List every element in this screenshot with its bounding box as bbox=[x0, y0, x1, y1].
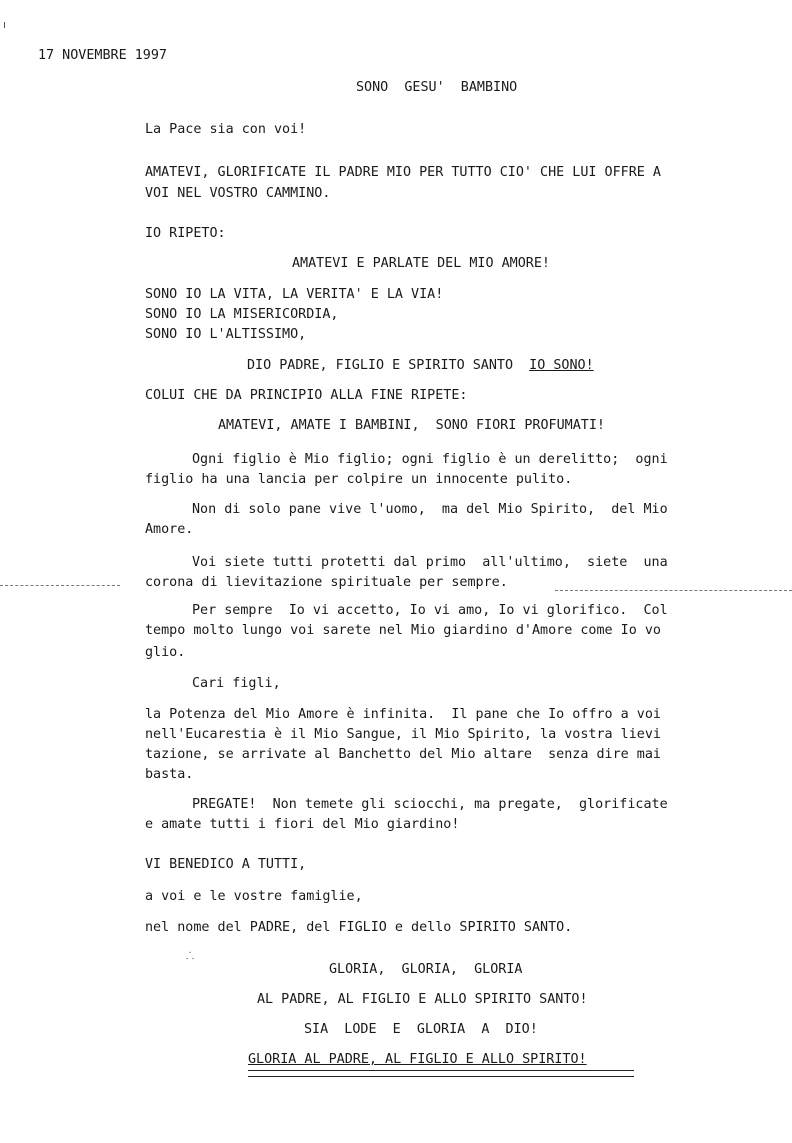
centered-line: AMATEVI E PARLATE DEL MIO AMORE! bbox=[292, 256, 550, 271]
paragraph-line: Voi siete tutti protetti dal primo all'ultimo, siete una bbox=[192, 555, 668, 570]
sono-line: SONO IO L'ALTISSIMO, bbox=[145, 327, 307, 342]
paragraph-line: Ogni figlio è Mio figlio; ogni figlio è un derelitto; ogni bbox=[192, 452, 668, 467]
trinity-underlined: IO SONO! bbox=[529, 358, 594, 373]
colui-line: COLUI CHE DA PRINCIPIO ALLA FINE RIPETE: bbox=[145, 388, 468, 403]
paragraph-line: Per sempre Io vi accetto, Io vi amo, Io vi glorifico. Col bbox=[192, 603, 668, 618]
double-rule bbox=[248, 1070, 634, 1077]
ripeto-line: IO RIPETO: bbox=[145, 226, 226, 241]
paragraph-line: PREGATE! Non temete gli sciocchi, ma pregate, glorificate bbox=[192, 797, 668, 812]
paragraph-line: corona di lievitazione spirituale per sempre. bbox=[145, 575, 508, 590]
paragraph-line: tempo molto lungo voi sarete nel Mio giardino d'Amore come Io vo bbox=[145, 623, 661, 638]
margin-mark bbox=[4, 22, 5, 28]
paragraph-line: Amore. bbox=[145, 522, 194, 537]
nome-line: nel nome del PADRE, del FIGLIO e dello SPIRITO SANTO. bbox=[145, 920, 573, 935]
cari-figli: Cari figli, bbox=[192, 676, 281, 691]
date-line: 17 NOVEMBRE 1997 bbox=[38, 48, 167, 63]
paragraph-line: tazione, se arrivate al Banchetto del Mio altare senza dire mai bbox=[145, 747, 661, 762]
paragraph-line: nell'Eucarestia è il Mio Sangue, il Mio Spirito, la vostra lievi bbox=[145, 727, 661, 742]
paragraph-line: e amate tutti i fiori del Mio giardino! bbox=[145, 817, 460, 832]
ink-speck: ⸫ bbox=[186, 951, 195, 962]
dashed-rule-right bbox=[555, 590, 792, 591]
closing-line-underlined: GLORIA AL PADRE, AL FIGLIO E ALLO SPIRITO! bbox=[248, 1052, 587, 1067]
paragraph-line: basta. bbox=[145, 767, 194, 782]
paragraph-line: Non di solo pane vive l'uomo, ma del Mio Spirito, del Mio bbox=[192, 502, 668, 517]
centered-line: AMATEVI, AMATE I BAMBINI, SONO FIORI PROFUMATI! bbox=[218, 418, 605, 433]
paragraph-line: figlio ha una lancia per colpire un innocente pulito. bbox=[145, 472, 573, 487]
greeting: La Pace sia con voi! bbox=[145, 122, 307, 137]
closing-line: SIA LODE E GLORIA A DIO! bbox=[304, 1022, 538, 1037]
sono-line: SONO IO LA VITA, LA VERITA' E LA VIA! bbox=[145, 287, 444, 302]
closing-line: GLORIA, GLORIA, GLORIA bbox=[329, 962, 523, 977]
trinity-text: DIO PADRE, FIGLIO E SPIRITO SANTO bbox=[247, 358, 514, 373]
dashed-rule-left bbox=[0, 585, 120, 586]
page-title: SONO GESU' BAMBINO bbox=[356, 80, 518, 95]
sono-line: SONO IO LA MISERICORDIA, bbox=[145, 307, 339, 322]
closing-line: AL PADRE, AL FIGLIO E ALLO SPIRITO SANTO! bbox=[257, 992, 588, 1007]
benedico-line: VI BENEDICO A TUTTI, bbox=[145, 857, 307, 872]
paragraph-line: la Potenza del Mio Amore è infinita. Il pane che Io offro a voi bbox=[145, 707, 661, 722]
paragraph-line: glio. bbox=[145, 645, 186, 660]
trinity-line bbox=[247, 358, 594, 374]
famiglie-line: a voi e le vostre famiglie, bbox=[145, 889, 363, 904]
paragraph-line: VOI NEL VOSTRO CAMMINO. bbox=[145, 186, 331, 201]
paragraph-line: AMATEVI, GLORIFICATE IL PADRE MIO PER TUTTO CIO' CHE LUI OFFRE A bbox=[145, 165, 661, 180]
